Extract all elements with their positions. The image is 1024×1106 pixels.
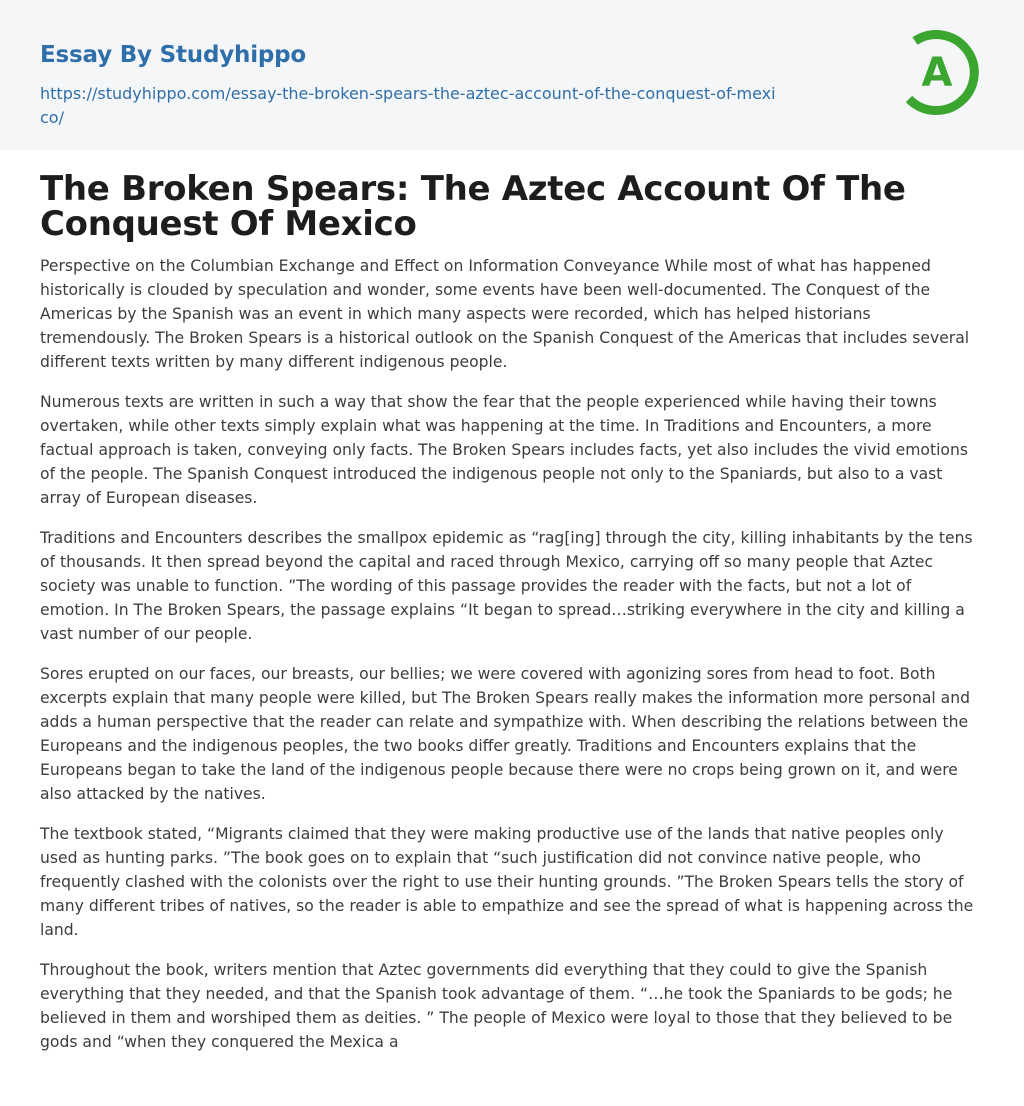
- site-header: [0, 0, 1024, 150]
- essay-paragraph: Sores erupted on our faces, our breasts, our bellies; we were covered with agonizing sores from head to foot. Both excerpts explain that many people were killed, but The Broken Spears really makes the information more personal and adds a human perspective that the reader can relate and sympathize with. When describing the relations between the Europeans and the indigenous peoples, the two books differ greatly. Traditions and Encounters explains that the Europeans began to take the land of the indigenous people because there were no crops being grown on it, and were also attacked by the natives.: [40, 665, 971, 803]
- essay-paragraph: Numerous texts are written in such a way that show the fear that the people experienced while having their towns overtaken, while other texts simply explain what was happening at the time. In Traditions and Encounters, a more factual approach is taken, conveying only facts. The Broken Spears includes facts, yet also includes the vivid emotions of the people. The Spanish Conquest introduced the indigenous people not only to the Spaniards, but also to a vast array of European diseases.: [40, 393, 968, 507]
- studyhippo-logo-icon[interactable]: [896, 28, 986, 118]
- essay-title: The Broken Spears: The Aztec Account Of The Conquest Of Mexico: [40, 169, 906, 244]
- essay-paragraph: Throughout the book, writers mention that Aztec governments did everything that they could to give the Spanish everything that they needed, and that the Spanish took advantage of them. “…he took the Spaniards to be gods; he believed in them and worshiped them as deities. ” The people of Mexico were loyal to those that they believed to be gods and “when they conquered the Mexica a: [40, 961, 953, 1051]
- essay-paragraph: Traditions and Encounters describes the smallpox epidemic as “rag[ing] through the city, killing inhabitants by the tens of thousands. It then spread beyond the capital and raced through Mexico, carrying off so many people that Aztec society was unable to function. ”The wording of this passage provides the reader with the facts, but not a lot of emotion. In The Broken Spears, the passage explains “It began to spread…striking everywhere in the city and killing a vast number of our people.: [40, 529, 973, 643]
- logo-letter: A: [921, 50, 953, 96]
- essay-content: [0, 150, 1024, 1054]
- brand-title[interactable]: Essay By Studyhippo: [40, 42, 307, 68]
- essay-paragraph: Perspective on the Columbian Exchange and Effect on Information Conveyance While most of what has happened historically is clouded by speculation and wonder, some events have been well-documented. The Conquest of the Americas by the Spanish was an event in which many aspects were recorded, which has helped historians tremendously. The Broken Spears is a historical outlook on the Spanish Conquest of the Americas that includes several different texts written by many different indigenous people.: [40, 257, 970, 371]
- essay-url-link[interactable]: https://studyhippo.com/essay-the-broken-spears-the-aztec-account-of-the-conquest-of-mexico/: [40, 84, 776, 127]
- essay-paragraph: The textbook stated, “Migrants claimed that they were making productive use of the lands that native peoples only used as hunting parks. ”The book goes on to explain that “such justification did not convince native people, who frequently clashed with the colonists over the right to use their hunting grounds. ”The Broken Spears tells the story of many different tribes of natives, so the reader is able to empathize and see the spread of what is happening across the land.: [40, 825, 974, 939]
